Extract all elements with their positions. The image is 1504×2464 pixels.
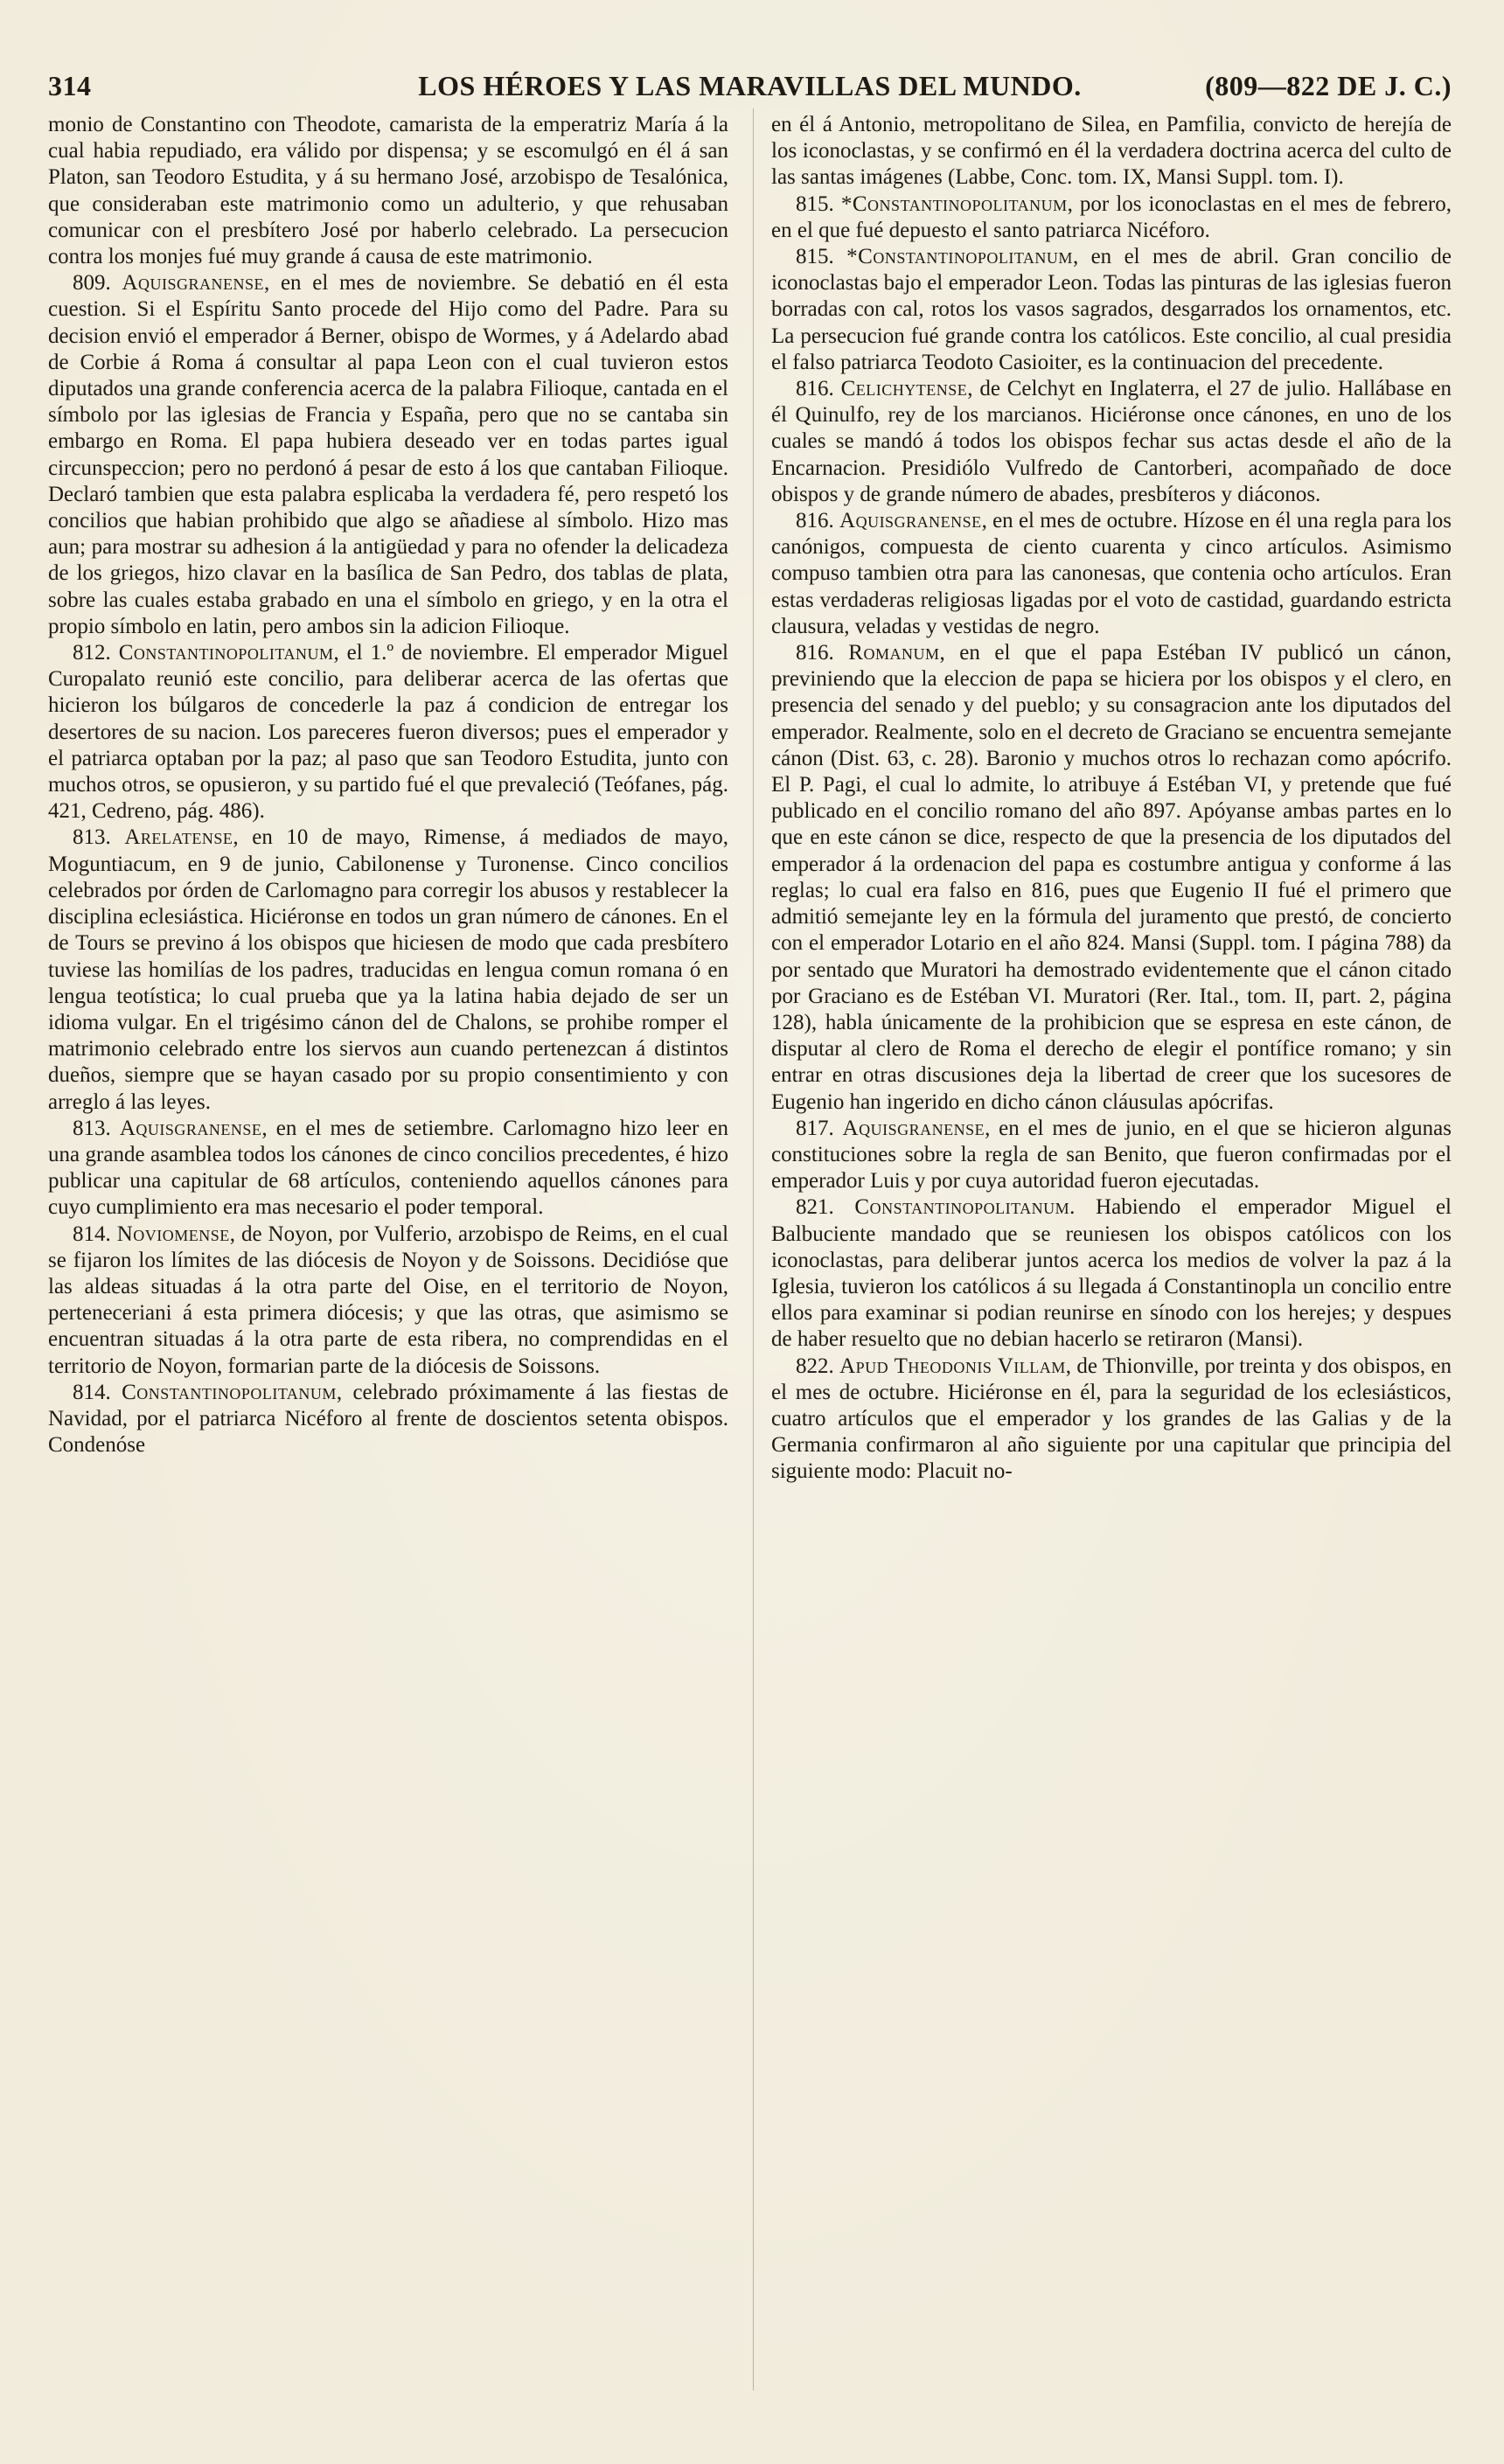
entry-text: , en el mes de abril. Gran concilio de iconoclastas bajo el emperador Leon. Todas las pinturas de las iglesias fueron borradas con cal, rotos los vasos sagrados, desgarrados los ornamentos, etc. La persecucion fué grande contra los católicos. Este concilio, al cual presidia el falso patriarca Teodoto Casioiter, es la continuacion del precedente. bbox=[771, 245, 1452, 374]
entry-number: 817. bbox=[796, 1116, 834, 1140]
council-entry bbox=[771, 1354, 1452, 1486]
entry-text: . Habiendo el emperador Miguel el Balbuciente mandado que se reuniesen los obispos católicos con los iconoclastas, para deliberar juntos acerca los medios de volver la paz á la Iglesia, tuvieron los católicos á su llegada á Constantinopla un concilio entre ellos para examinar si podian reunirse en sínodo con los herejes; y despues de haber resuelto que no debian hacerlo se retiraron (Mansi). bbox=[771, 1195, 1452, 1352]
council-entry bbox=[771, 640, 1452, 1116]
entry-number: 822. bbox=[796, 1354, 834, 1378]
entry-number: 821. bbox=[796, 1195, 834, 1220]
council-name: Aquisgranense bbox=[839, 509, 982, 533]
entry-number: 815. bbox=[796, 191, 834, 216]
entry-number: 813. bbox=[73, 825, 111, 850]
council-name: Aquisgranense bbox=[842, 1116, 985, 1140]
entry-number: 814. bbox=[73, 1380, 111, 1404]
entry-text: , en el mes de noviembre. Se debatió en él esta cuestion. Si el Espíritu Santo procede del Hijo como del Padre. Para su decision envió el emperador á Berner, obispo de Wormes, y á Adelardo abad de Corbie á Roma á consultar al papa Leon con el cual tuvieron estos diputados una grande conferencia acerca de la palabra Filioque, cantada en el símbolo por las iglesias de Francia y España, pero que no se cantaba sin embargo en Roma. El papa hubiera deseado ver en todas partes igual circunspeccion; pero no perdonó á pesar de esto á los que cantaban Filioque. Declaró tambien que esta palabra esplicaba la verdadera fé, pero respetó los concilios que habian prohibido que algo se añadiese al símbolo. Hizo mas aun; para mostrar su adhesion á la antigüedad y para no ofender la delicadeza de los griegos, hizo clavar en la basílica de San Pedro, dos tablas de plata, sobre las cuales estaba grabado en una el símbolo en griego, y en la otra el propio símbolo en latin, pero ambos sin la adicion Filioque. bbox=[48, 271, 728, 638]
entry-text: , en el que el papa Estéban IV publicó un cánon, previniendo que la eleccion de papa se hiciera por los obispos y el clero, en presencia del senado y del pueblo; y su consagracion ante los diputados del emperador. Realmente, solo en el decreto de Graciano se encuentra semejante cánon (Dist. 63, c. 28). Baronio y muchos otros lo rechazan como apócrifo. El P. Pagi, el cual lo admite, lo atribuye á Estéban VI, y pretende que fué publicado en el concilio romano del año 897. Apóyanse ambas partes en lo que en este cánon se dice, respecto de que la presencia de los diputados del emperador á la ordenacion del papa es costumbre antigua y conforme á las reglas; lo cual era falso en 816, pues que Eugenio II fué el primero que admitió semejante ley en la fórmula del juramento que prestó, de concierto con el emperador Lotario en el año 824. Mansi (Suppl. tom. I página 788) da por sentado que Muratori ha demostrado evidentemente que el cánon citado por Graciano es de Estéban VI. Muratori (Rer. Ital., tom. II, part. 2, página 128), habla únicamente de la prohibicion que se espresa en este cánon, de disputar al clero de Roma el derecho de elegir el pontífice romano; y sin entrar en otras discusiones deja la libertad de creer que los sucesores de Eugenio han ingerido en dicho cánon cláusulas apócrifas. bbox=[771, 641, 1452, 1114]
entry-number: 816. bbox=[796, 377, 834, 401]
council-entry bbox=[771, 376, 1452, 508]
council-name: Aquisgranense bbox=[122, 271, 265, 296]
council-name: Arelatense bbox=[124, 825, 233, 850]
entry-text: , en el mes de octubre. Hízose en él una regla para los canónigos, compuesta de ciento cuarenta y cinco artículos. Asimismo compuso tambien otra para las canonesas, que contenia ocho artículos. Eran estas verdaderas religiosas ligadas por el voto de castidad, guardando estricta clausura, veladas y vestidas de negro. bbox=[771, 509, 1452, 638]
entry-text: , en el mes de junio, en el que se hicieron algunas constituciones sobre la regla de san Benito, que fueron confirmadas por el emperador Luis y por cuya autoridad fueron ejecutadas. bbox=[771, 1116, 1452, 1194]
council-entry bbox=[48, 270, 728, 640]
entry-number: 812. bbox=[73, 641, 111, 665]
continuation-paragraph: en él á Antonio, metropolitano de Silea, en Pamfilia, convicto de herejía de los iconoclastas, y se confirmó en él la verdadera doctrina acerca del culto de las santas imágenes (Labbe, Conc. tom. IX, Mansi Suppl. tom. I). bbox=[771, 113, 1452, 190]
council-entry bbox=[48, 640, 728, 825]
left-column bbox=[48, 112, 728, 1458]
council-entry bbox=[48, 1380, 728, 1459]
council-entry bbox=[771, 1116, 1452, 1195]
entry-text: , de Celchyt en Inglaterra, el 27 de julio. Hallábase en él Quinulfo, rey de los marcianos. Hiciéronse once cánones, en uno de los cuales se mandó á todos los obispos fechar sus actas desde el año de la Encarnacion. Presidiólo Vulfredo de Cantorberi, acompañado de doce obispos y de grande número de abades, presbíteros y diáconos. bbox=[771, 377, 1452, 506]
entry-text: , en 10 de mayo, Rimense, á mediados de mayo, Moguntiacum, en 9 de junio, Cabilonense y Turonense. Cinco concilios celebrados por órden de Carlomagno para corregir los abusos y restablecer la disciplina eclesiástica. Hiciéronse en todos un gran número de cánones. En el de Tours se previno á los obispos que hiciesen de modo que cada presbítero tuviese las homilías de los padres, traducidas en lengua comun romana ó en lengua teotística; lo cual prueba que ya la latina habia dejado de ser un idioma vulgar. En el trigésimo cánon del de Chalons, se prohibe romper el matrimonio celebrado entre los siervos aun cuando pertenezcan á distintos dueños, siempre que se hayan casado por su propio consentimiento y con arreglo á las leyes. bbox=[48, 825, 728, 1114]
council-name: Constantinopolitanum bbox=[118, 641, 334, 665]
entry-number: 815. bbox=[796, 245, 834, 269]
council-entry bbox=[771, 1194, 1452, 1353]
council-entry bbox=[48, 1222, 728, 1380]
entry-text: , el 1.º de noviembre. El emperador Miguel Curopalato reunió este concilio, para deliberar acerca de las ofertas que hicieron los búlgaros de concederle la paz á condicion de entregar los desertores de su nacion. Los pareceres fueron diversos; pues el emperador y el patriarca optaban por la paz; al paso que san Teodoro Estudita, junto con muchos otros, se opusieron, y su partido fué el que prevaleció (Teófanes, pág. 421, Cedreno, pág. 486). bbox=[48, 641, 728, 824]
running-title: LOS HÉROES Y LAS MARAVILLAS DEL MUNDO. bbox=[418, 70, 1082, 101]
council-entry bbox=[48, 1116, 728, 1222]
council-name: Constantinopolitanum bbox=[854, 1195, 1070, 1220]
council-entry bbox=[771, 244, 1452, 376]
right-column bbox=[771, 112, 1452, 1486]
council-name: Constantinopolitanum bbox=[122, 1380, 337, 1404]
page-number: 314 bbox=[48, 70, 92, 101]
entry-text: , celebrado próximamente á las fiestas de Navidad, por el patriarca Nicéforo al frente de doscientos setenta obispos. Condenóse bbox=[48, 1380, 729, 1458]
council-entry bbox=[771, 191, 1452, 244]
entry-text: , de Noyon, por Vulferio, arzobispo de Reims, en el cual se fijaron los límites de las diócesis de Noyon y de Soissons. Decidióse que las aldeas situadas á la otra parte del Oise, en el territorio de Noyon, perteneceriani á esta primera diócesis; y que las otras, que asimismo se encuentran situadas á la otra parte de esta ribera, no comprendidas en el territorio de Noyon, formarian parte de la diócesis de Soissons. bbox=[48, 1222, 729, 1378]
council-name: Aquisgranense bbox=[119, 1116, 262, 1140]
entry-text: , por los iconoclastas en el mes de febrero, en el que fué depuesto el santo patriarca Nicéforo. bbox=[771, 191, 1452, 242]
entry-number: 814. bbox=[73, 1222, 111, 1246]
council-name: Noviomense bbox=[116, 1222, 230, 1246]
council-entry bbox=[48, 825, 728, 1115]
entry-text: , en el mes de setiembre. Carlomagno hizo leer en una grande asamblea todos los cánones de cinco concilios precedentes, é hizo publicar una capitular de 68 artículos, conteniendo aquellos cánones para cuyo cumplimiento era mas necesario el poder temporal. bbox=[48, 1116, 729, 1220]
entry-number: 813. bbox=[73, 1116, 111, 1140]
column-divider bbox=[753, 108, 754, 2391]
council-name: Celichytense bbox=[840, 377, 968, 401]
entry-number: 816. bbox=[796, 641, 834, 665]
entry-number: 809. bbox=[73, 271, 111, 296]
council-name: Apud Theodonis Villam bbox=[839, 1354, 1066, 1378]
page-header bbox=[48, 70, 1452, 107]
council-name: Romanum bbox=[848, 641, 940, 665]
council-name: *Constantinopolitanum bbox=[846, 245, 1073, 269]
date-range: (809—822 DE J. C.) bbox=[1205, 70, 1452, 101]
council-name: *Constantinopolitanum bbox=[840, 191, 1068, 216]
council-entry bbox=[771, 508, 1452, 640]
continuation-paragraph: monio de Constantino con Theodote, camarista de la emperatriz María á la cual habia repudiado, era válido por dispensa; y se escomulgó en él á san Platon, san Teodoro Estudita, y á su hermano José, arzobispo de Tesalónica, que consideraban este matrimonio como un adulterio, y que rehusaban comunicar con el presbítero José por haberlo celebrado. La persecucion contra los monjes fué muy grande á causa de este matrimonio. bbox=[48, 113, 728, 269]
entry-number: 816. bbox=[796, 509, 834, 533]
entry-text: , de Thionville, por treinta y dos obispos, en el mes de octubre. Hiciéronse en él, para la seguridad de los eclesiásticos, cuatro artículos que el emperador y los grandes de las Galias y de la Germania confirmaron al año siguiente por una capitular que principia del siguiente modo: Placuit no- bbox=[771, 1354, 1452, 1484]
